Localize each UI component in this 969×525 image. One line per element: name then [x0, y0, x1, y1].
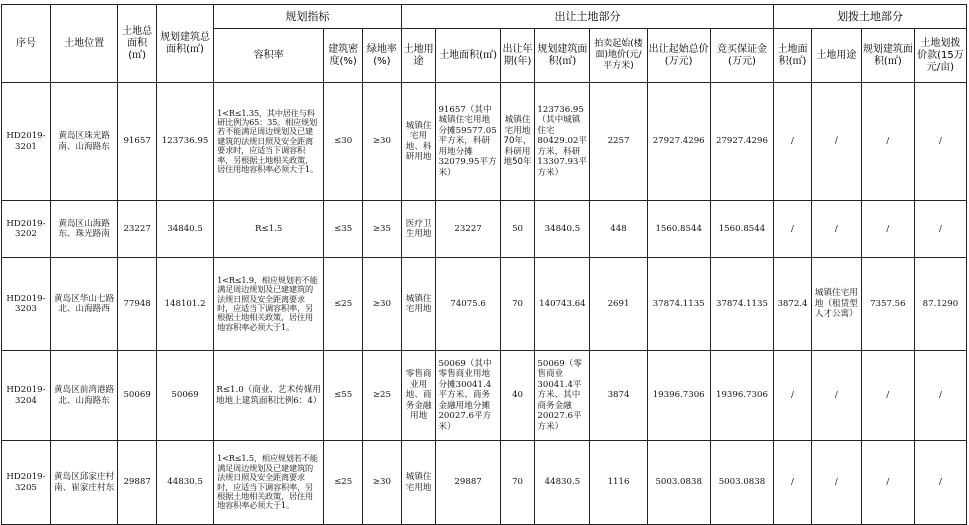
cell-a-price: 87.1290 [914, 258, 966, 351]
cell-a-use: 城镇住宅用地（租赁型人才公寓） [811, 258, 861, 351]
cell-start-price: 27927.4296 [647, 83, 710, 201]
cell-t-area: 91657（其中城镇住宅用地分摊59577.05平方米，科研用地分摊32079.95平方米） [436, 83, 500, 201]
cell-t-area: 23227 [436, 201, 500, 258]
cell-deposit: 19396.7306 [710, 351, 773, 441]
cell-id: HD2019-3204 [2, 351, 51, 441]
cell-start-price: 19396.7306 [647, 351, 710, 441]
cell-build-area: 148101.2 [157, 258, 214, 351]
cell-a-area: / [774, 83, 812, 201]
header-a-build: 规划建筑面积(㎡) [861, 29, 914, 83]
table-row [2, 441, 967, 525]
cell-id: HD2019-3205 [2, 441, 51, 525]
header-t-build: 规划建筑面积(㎡) [535, 29, 590, 83]
cell-term: 城镇住宅用地70年，科研用地50年 [500, 83, 535, 201]
cell-deposit: 27927.4296 [710, 83, 773, 201]
cell-deposit: 37874.1135 [710, 258, 773, 351]
cell-location: 黄岛区华山七路北、山海路西 [50, 258, 117, 351]
cell-green: ≥25 [363, 351, 402, 441]
cell-start-price: 37874.1135 [647, 258, 710, 351]
cell-build-area: 34840.5 [157, 201, 214, 258]
cell-a-area: 3872.4 [774, 258, 812, 351]
cell-density: ≤35 [324, 201, 363, 258]
cell-a-build: / [861, 83, 914, 201]
cell-density: ≤25 [324, 258, 363, 351]
cell-far: R≤1.5 [214, 201, 324, 258]
cell-use: 医疗卫生用地 [401, 201, 436, 258]
header-start-price: 出让起始总价(万元) [647, 29, 710, 83]
header-a-area: 土地面积(㎡) [774, 29, 812, 83]
cell-floor-price: 2691 [590, 258, 647, 351]
cell-green: ≥30 [363, 258, 402, 351]
cell-a-price: / [914, 83, 966, 201]
cell-deposit: 5003.0838 [710, 441, 773, 525]
cell-term: 70 [500, 441, 535, 525]
cell-location: 黄岛区前湾港路北、山海路东 [50, 351, 117, 441]
cell-a-area: / [774, 351, 812, 441]
header-t-area: 土地面积(㎡) [436, 29, 500, 83]
cell-a-use: / [811, 441, 861, 525]
cell-use: 城镇住宅用地 [401, 258, 436, 351]
cell-floor-price: 2257 [590, 83, 647, 201]
cell-build-area: 123736.95 [157, 83, 214, 201]
cell-t-build: 34840.5 [535, 201, 590, 258]
cell-land-area: 50069 [118, 351, 157, 441]
cell-a-use: / [811, 201, 861, 258]
land-transfer-table [1, 4, 967, 525]
table-row [2, 83, 967, 201]
header-group-plan: 规划指标 [214, 5, 402, 29]
header-term: 出让年期(年) [500, 29, 535, 83]
cell-start-price: 5003.0838 [647, 441, 710, 525]
table-row [2, 351, 967, 441]
cell-deposit: 1560.8544 [710, 201, 773, 258]
cell-term: 40 [500, 351, 535, 441]
table-row [2, 201, 967, 258]
cell-density: ≤55 [324, 351, 363, 441]
cell-green: ≥30 [363, 83, 402, 201]
header-seq: 序号 [2, 5, 51, 83]
cell-t-build: 123736.95（其中城镇住宅80429.02平方米，科研13307.93平方米） [535, 83, 590, 201]
cell-location: 黄岛区珠光路南、山海路东 [50, 83, 117, 201]
cell-term: 70 [500, 258, 535, 351]
header-green: 绿地率(%) [363, 29, 402, 83]
table-row [2, 258, 967, 351]
cell-a-use: / [811, 83, 861, 201]
cell-location: 黄岛区邱家庄村南、崔家庄村东 [50, 441, 117, 525]
cell-a-build: 7357.56 [861, 258, 914, 351]
cell-density: ≤25 [324, 441, 363, 525]
cell-far: 1<R≤1.5，相应规划若不能满足周边规划及已建建筑的法规日照及安全距离要求时，应适当下调容积率，另根据土地相关政策，居住用地容积率必须大于1。 [214, 441, 324, 525]
cell-term: 50 [500, 201, 535, 258]
cell-build-area: 50069 [157, 351, 214, 441]
cell-t-area: 29887 [436, 441, 500, 525]
cell-floor-price: 1116 [590, 441, 647, 525]
cell-a-price: / [914, 351, 966, 441]
cell-a-price: / [914, 441, 966, 525]
cell-use: 城镇住宅用地 [401, 441, 436, 525]
header-floor-price: 拍卖起始(楼面)地价(元/平方米) [590, 29, 647, 83]
cell-far: 1<R≤1.9，相应规划若不能满足周边规划及已建建筑的法规日照及安全距离要求时，应适当下调容积率，另根据土地相关政策，居住用地容积率必须大于1。 [214, 258, 324, 351]
cell-a-build: / [861, 201, 914, 258]
header-density: 建筑密度(%) [324, 29, 363, 83]
cell-land-area: 29887 [118, 441, 157, 525]
cell-a-build: / [861, 441, 914, 525]
cell-start-price: 1560.8544 [647, 201, 710, 258]
cell-t-build: 50069（零售商业30041.4平方米、其中商务金融20027.6平方米） [535, 351, 590, 441]
cell-t-area: 74075.6 [436, 258, 500, 351]
cell-t-area: 50069（其中零售商业用地分摊30041.4平方米、商务金融用地分摊20027.6平方米） [436, 351, 500, 441]
cell-location: 黄岛区山海路东、珠光路南 [50, 201, 117, 258]
header-use: 土地用途 [401, 29, 436, 83]
cell-green: ≥35 [363, 201, 402, 258]
header-deposit: 竞买保证金(万元) [710, 29, 773, 83]
cell-id: HD2019-3201 [2, 83, 51, 201]
cell-far: 1<R≤1.35，其中居住与科研比例为65：35。相应规划若不能满足周边规划及已建建筑的法规日照及安全距离要求时，应适当下调容积率，另根据土地相关政策，居住用地容积率必须大于1。 [214, 83, 324, 201]
cell-build-area: 44830.5 [157, 441, 214, 525]
cell-use: 城镇住宅用地、科研用地 [401, 83, 436, 201]
cell-a-price: / [914, 201, 966, 258]
cell-a-build: / [861, 351, 914, 441]
cell-green: ≥30 [363, 441, 402, 525]
cell-land-area: 77948 [118, 258, 157, 351]
cell-t-build: 140743.64 [535, 258, 590, 351]
header-group-transfer: 出让土地部分 [401, 5, 773, 29]
cell-id: HD2019-3203 [2, 258, 51, 351]
cell-a-use: / [811, 351, 861, 441]
cell-a-area: / [774, 441, 812, 525]
header-a-price: 土地划拨价款(15万元/亩) [914, 29, 966, 83]
header-group-allocate: 划拨土地部分 [774, 5, 967, 29]
cell-floor-price: 448 [590, 201, 647, 258]
header-a-use: 土地用途 [811, 29, 861, 83]
header-far: 容积率 [214, 29, 324, 83]
header-land-area: 土地总面积(㎡) [118, 5, 157, 83]
header-location: 土地位置 [50, 5, 117, 83]
cell-floor-price: 3874 [590, 351, 647, 441]
cell-land-area: 23227 [118, 201, 157, 258]
header-build-area: 规划建筑总面积(㎡) [157, 5, 214, 83]
cell-id: HD2019-3202 [2, 201, 51, 258]
cell-t-build: 44830.5 [535, 441, 590, 525]
cell-far: R≤1.0（商业、艺术传媒用地地上建筑面积比例6：4） [214, 351, 324, 441]
cell-density: ≤30 [324, 83, 363, 201]
cell-a-area: / [774, 201, 812, 258]
cell-land-area: 91657 [118, 83, 157, 201]
cell-use: 零售商业用地、商务金融用地 [401, 351, 436, 441]
